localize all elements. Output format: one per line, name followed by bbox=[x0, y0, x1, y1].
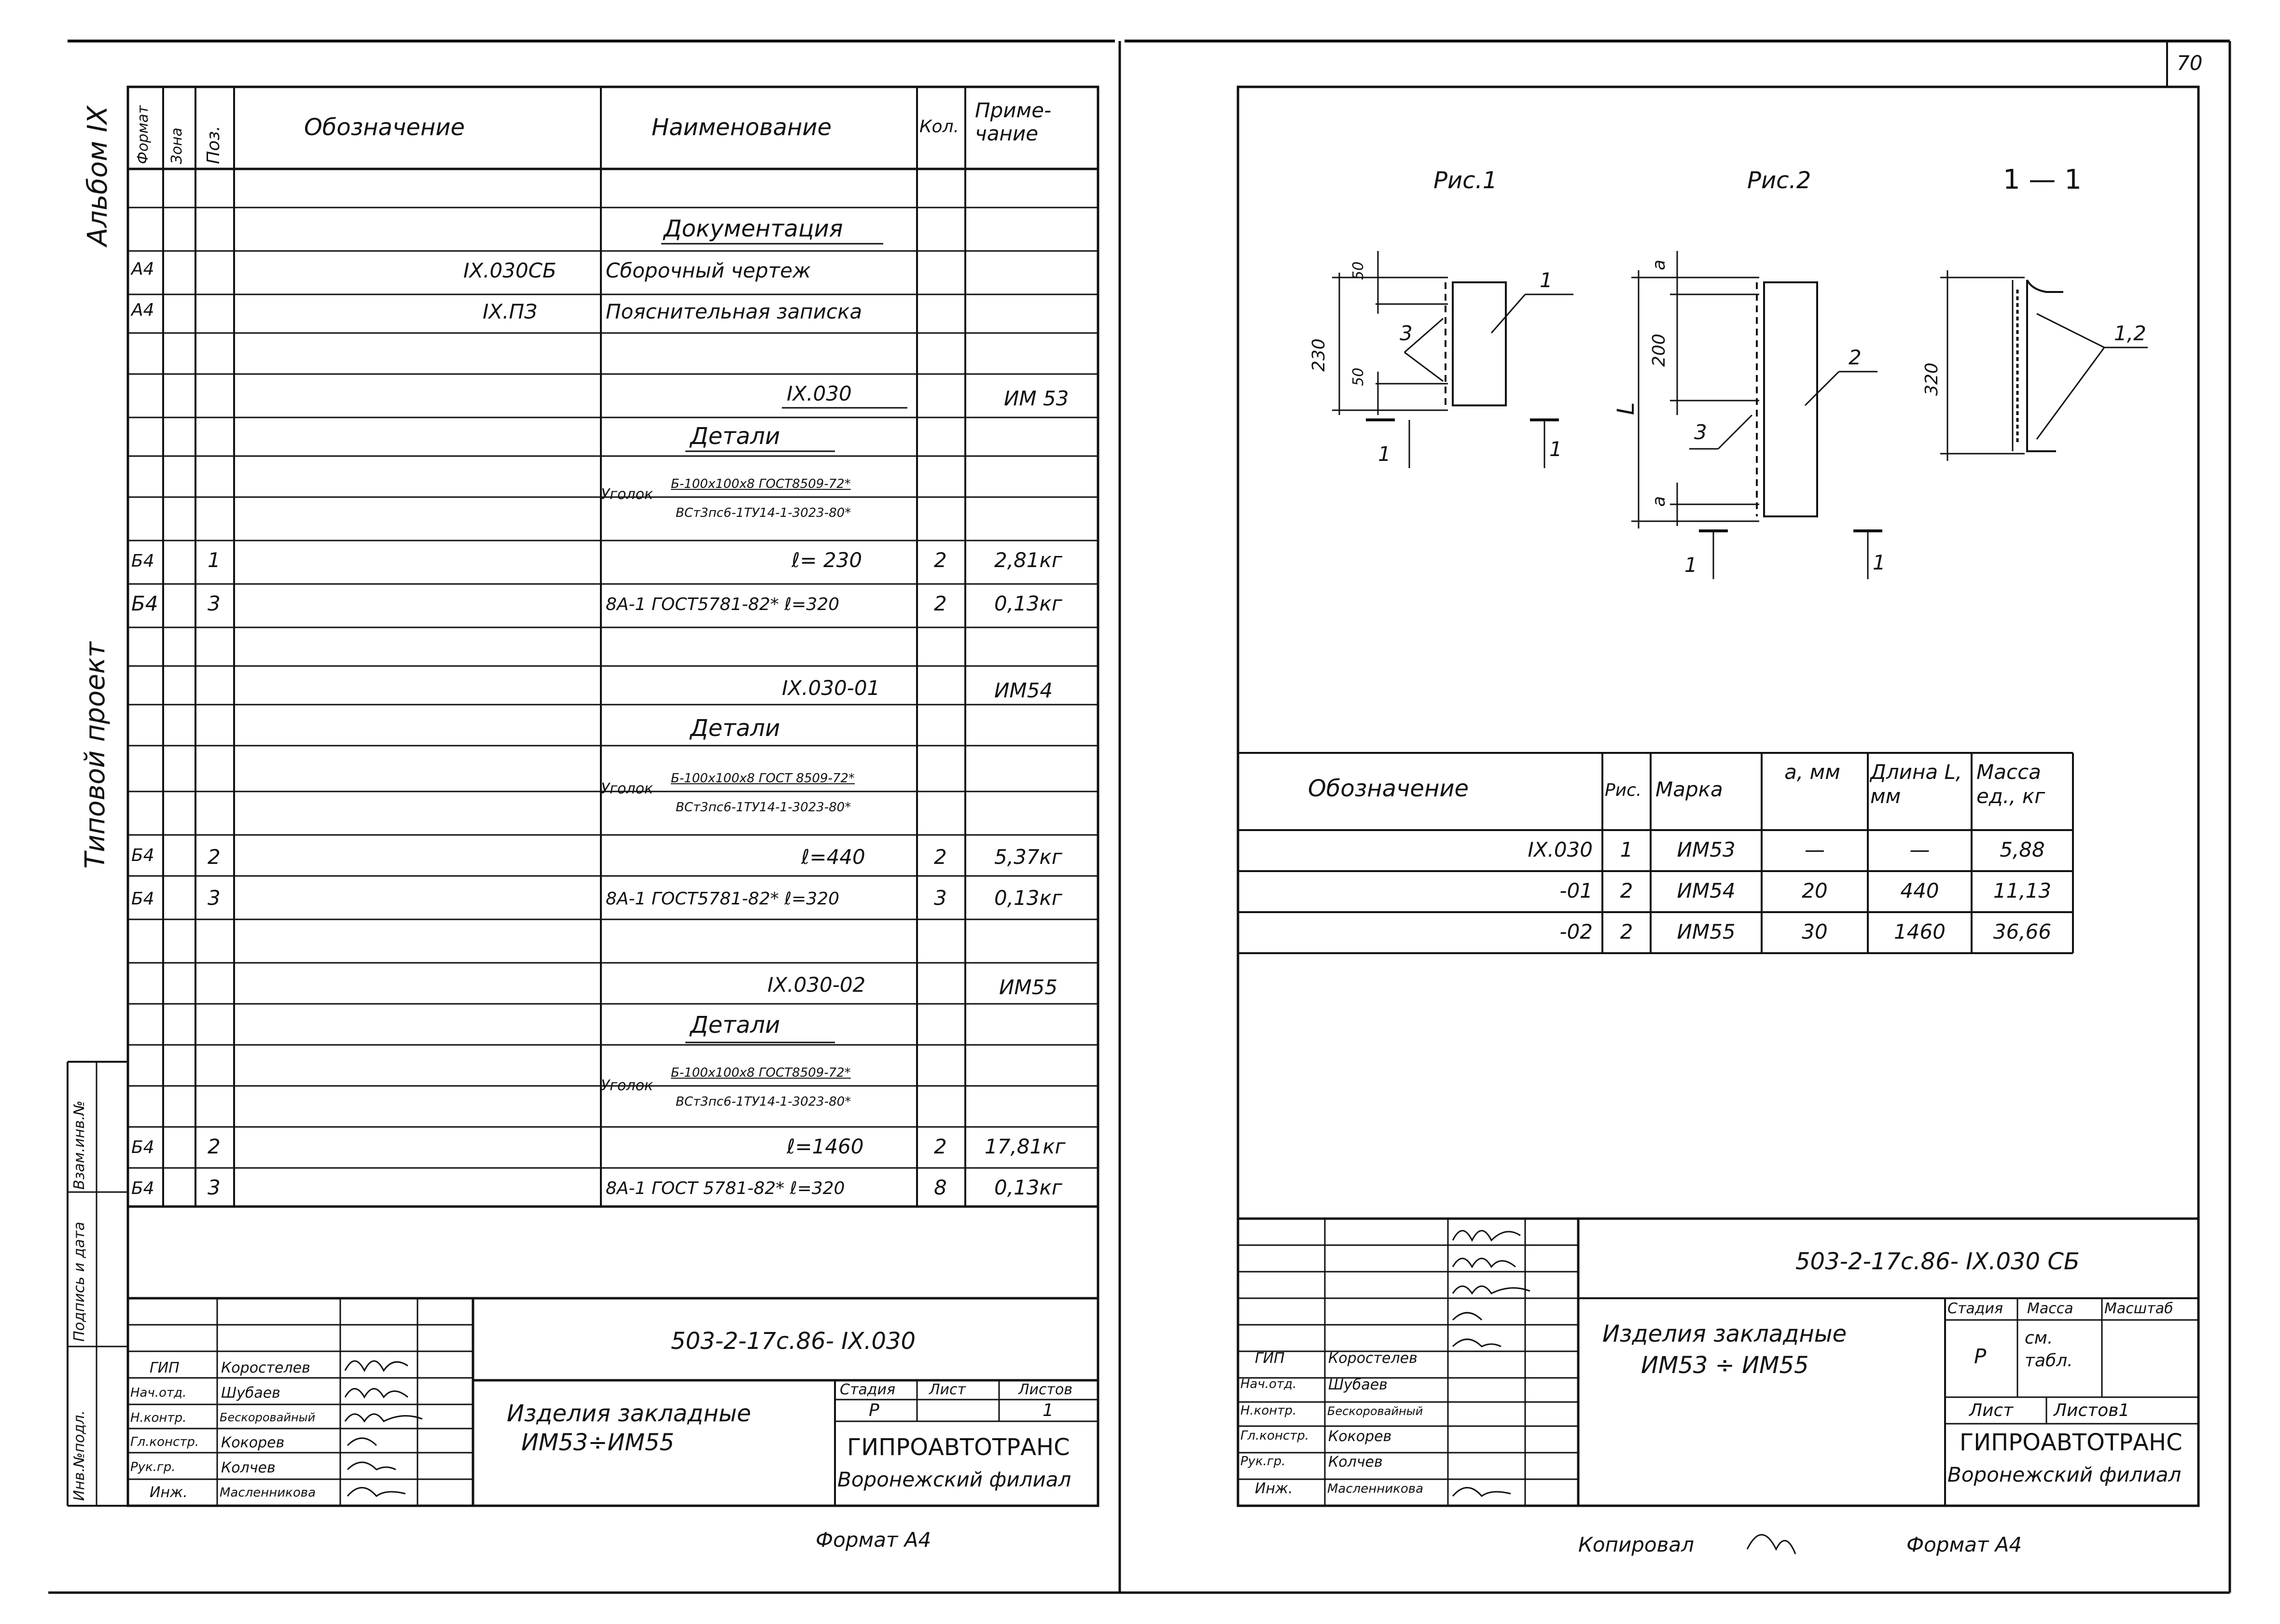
header-zona: Зона bbox=[168, 127, 185, 164]
right-name-1: Шубаев bbox=[1328, 1376, 1388, 1393]
table-row-2-mass: 36,66 bbox=[1993, 920, 2052, 944]
left-stamp-list-h: Лист bbox=[929, 1381, 966, 1398]
fig2-dim-a-top: a bbox=[1649, 259, 1669, 270]
section-title: 1 — 1 bbox=[2003, 164, 2082, 195]
row1-naim: Сборочный чертеж bbox=[606, 259, 811, 282]
g3-r2-kol: 8 bbox=[934, 1176, 947, 1199]
g3-r1-poz: 2 bbox=[208, 1135, 221, 1158]
g1-ugolok-bot: ВСт3пс6-1ТУ14-1-3023-80* bbox=[676, 506, 851, 520]
fig1-dim-top: 50 bbox=[1350, 261, 1367, 280]
right-role-3: Гл.констр. bbox=[1240, 1429, 1309, 1443]
g1-ugolok-top: Б-100х100х8 ГОСТ8509-72* bbox=[671, 477, 851, 491]
table-header-marka: Марка bbox=[1655, 777, 1723, 801]
table-row-2-length: 1460 bbox=[1894, 920, 1946, 944]
right-name-5: Масленникова bbox=[1327, 1482, 1424, 1496]
right-name-0: Коростелев bbox=[1328, 1350, 1418, 1367]
table-header-oboz: Обозначение bbox=[1308, 775, 1469, 802]
right-stamp-code: 503-2-17с.86- IX.030 СБ bbox=[1795, 1248, 2080, 1275]
g1-r1-kol: 2 bbox=[934, 548, 947, 572]
g2-r1-prim: 5,37кг bbox=[994, 845, 1062, 869]
g3-r1-format: Б4 bbox=[131, 1138, 154, 1157]
table-header-ris: Рис. bbox=[1605, 780, 1642, 800]
right-name-3: Кокорев bbox=[1328, 1428, 1392, 1445]
left-name-3: Кокорев bbox=[221, 1434, 285, 1451]
table-header-mass: Масса ед., кг bbox=[1976, 760, 2045, 808]
podpis-label: Подпись и дата bbox=[71, 1221, 88, 1342]
g3-r1-kol: 2 bbox=[934, 1135, 947, 1158]
left-stamp-stadia: Р bbox=[869, 1401, 879, 1420]
table-header-a: a, мм bbox=[1784, 760, 1840, 784]
g3-ugolok-bot: ВСт3пс6-1ТУ14-1-3023-80* bbox=[676, 1095, 851, 1109]
album-label: Альбом IX bbox=[82, 106, 113, 246]
right-stamp-stadia-h: Стадия bbox=[1947, 1300, 2003, 1317]
table-row-0-ris: 1 bbox=[1620, 838, 1633, 861]
g2-r2-poz: 3 bbox=[208, 886, 221, 910]
table-header-length: Длина L, мм bbox=[1870, 760, 1962, 808]
section-dim-320: 320 bbox=[1922, 362, 1942, 396]
left-name-2: Бескоровайный bbox=[220, 1411, 316, 1424]
g3-ugolok-top: Б-100х100х8 ГОСТ8509-72* bbox=[671, 1066, 851, 1080]
fig2-title: Рис.2 bbox=[1747, 167, 1811, 194]
right-role-4: Рук.гр. bbox=[1240, 1454, 1286, 1469]
g1-mark: ИМ 53 bbox=[1004, 387, 1069, 410]
table-row-1-mass: 11,13 bbox=[1993, 879, 2052, 902]
left-role-0: ГИП bbox=[150, 1360, 180, 1376]
g1-r2-kol: 2 bbox=[934, 592, 947, 615]
g1-r1-format: Б4 bbox=[131, 551, 154, 571]
header-prim: Приме-чание bbox=[975, 98, 1052, 146]
left-stamp-org: ГИПРОАВТОТРАНС bbox=[847, 1434, 1070, 1461]
g1-r1-naim: ℓ= 230 bbox=[792, 548, 862, 572]
g1-r2-prim: 0,13кг bbox=[994, 592, 1062, 615]
g3-r1-prim: 17,81кг bbox=[985, 1135, 1066, 1158]
table-row-2-marka: ИМ55 bbox=[1677, 920, 1736, 944]
g2-ugolok-top: Б-100х100х8 ГОСТ 8509-72* bbox=[671, 771, 855, 786]
left-name-5: Масленникова bbox=[220, 1485, 316, 1500]
g1-r1-prim: 2,81кг bbox=[994, 548, 1062, 572]
g2-r2-naim: 8А-1 ГОСТ5781-82* ℓ=320 bbox=[606, 889, 839, 909]
section-callout: 1,2 bbox=[2114, 321, 2146, 345]
table-row-0-marka: ИМ53 bbox=[1677, 838, 1736, 861]
left-name-0: Коростелев bbox=[221, 1360, 310, 1376]
header-naim: Наименование bbox=[652, 114, 832, 141]
fig1-section-left: 1 bbox=[1378, 442, 1391, 466]
right-stamp-massa-h: Масса bbox=[2027, 1300, 2073, 1317]
left-stamp-branch: Воронежский филиал bbox=[837, 1468, 1071, 1491]
header-oboz: Обозначение bbox=[304, 114, 465, 141]
g2-r1-poz: 2 bbox=[208, 845, 221, 869]
right-stamp-title: Изделия закладные bbox=[1602, 1320, 1847, 1347]
fig2-callout-2: 2 bbox=[1849, 346, 1862, 369]
right-stamp-massa: см. табл. bbox=[2025, 1328, 2073, 1371]
g2-r2-kol: 3 bbox=[934, 886, 947, 910]
g3-r2-prim: 0,13кг bbox=[994, 1176, 1062, 1199]
fig2-section-left: 1 bbox=[1684, 553, 1697, 577]
right-stamp-org: ГИПРОАВТОТРАНС bbox=[1960, 1429, 2183, 1456]
header-poz: Поз. bbox=[204, 125, 223, 164]
g1-code: IX.030 bbox=[787, 382, 852, 405]
right-role-2: Н.контр. bbox=[1240, 1403, 1297, 1418]
row2-naim: Пояснительная записка bbox=[606, 300, 862, 323]
right-stamp-listov-label: Листов1 bbox=[2054, 1401, 2130, 1420]
table-row-0-mass: 5,88 bbox=[2000, 838, 2045, 861]
g3-r2-naim: 8А-1 ГОСТ 5781-82* ℓ=320 bbox=[606, 1179, 845, 1198]
g2-r2-format: Б4 bbox=[131, 889, 154, 909]
page-number: 70 bbox=[2177, 51, 2203, 75]
g1-details: Детали bbox=[690, 423, 780, 450]
g3-code: IX.030-02 bbox=[767, 973, 866, 997]
table-row-0-oboz: IX.030 bbox=[1528, 838, 1593, 861]
fig2-dim-l: L bbox=[1613, 402, 1640, 415]
g1-r2-poz: 3 bbox=[208, 592, 221, 615]
copied-label: Копировал bbox=[1578, 1533, 1694, 1556]
right-format-label: Формат А4 bbox=[1906, 1533, 2022, 1556]
table-row-1-length: 440 bbox=[1900, 879, 1939, 902]
row2-format: А4 bbox=[131, 300, 154, 320]
fig1-dim-bot: 50 bbox=[1350, 367, 1367, 386]
g3-mark: ИМ55 bbox=[999, 975, 1058, 999]
left-role-3: Гл.констр. bbox=[130, 1435, 199, 1449]
g1-r1-poz: 1 bbox=[208, 548, 221, 572]
g2-code: IX.030-01 bbox=[782, 676, 880, 700]
g3-r2-poz: 3 bbox=[208, 1176, 221, 1199]
left-format-label: Формат А4 bbox=[816, 1528, 931, 1552]
table-row-0-length: — bbox=[1909, 838, 1930, 861]
fig1-section-right: 1 bbox=[1549, 437, 1562, 461]
header-format: Формат bbox=[135, 105, 152, 164]
table-row-1-marka: ИМ54 bbox=[1677, 879, 1736, 902]
left-name-4: Колчев bbox=[221, 1459, 276, 1476]
vzam-label: Взам.инв.№ bbox=[71, 1100, 88, 1190]
table-row-1-oboz: -01 bbox=[1559, 879, 1593, 902]
g2-details: Детали bbox=[690, 715, 780, 742]
project-label: Типовой проект bbox=[80, 641, 111, 869]
inv-podl-label: Инв.№подл. bbox=[71, 1410, 88, 1501]
right-stamp-stadia: Р bbox=[1974, 1345, 1987, 1368]
g1-r2-format: Б4 bbox=[131, 592, 158, 615]
fig1-dim-total: 230 bbox=[1309, 338, 1329, 372]
left-stamp-listov-h: Листов bbox=[1018, 1381, 1073, 1398]
g2-r2-prim: 0,13кг bbox=[994, 886, 1062, 910]
left-name-1: Шубаев bbox=[221, 1385, 280, 1402]
left-stamp-code: 503-2-17с.86- IX.030 bbox=[671, 1328, 916, 1355]
right-stamp-branch: Воронежский филиал bbox=[1947, 1463, 2182, 1486]
right-role-5: Инж. bbox=[1255, 1480, 1293, 1497]
row2-oboz: IX.ПЗ bbox=[483, 300, 538, 323]
section-documentation: Документация bbox=[664, 215, 843, 242]
table-row-2-oboz: -02 bbox=[1559, 920, 1593, 944]
g1-r2-naim: 8А-1 ГОСТ5781-82* ℓ=320 bbox=[606, 595, 839, 614]
right-name-4: Колчев bbox=[1328, 1454, 1383, 1471]
table-row-2-ris: 2 bbox=[1620, 920, 1633, 944]
row1-format: А4 bbox=[131, 259, 154, 279]
fig1-title: Рис.1 bbox=[1433, 167, 1498, 194]
right-stamp-subtitle: ИМ53 ÷ ИМ55 bbox=[1641, 1352, 1809, 1379]
g2-r1-format: Б4 bbox=[131, 846, 154, 865]
table-row-0-a: — bbox=[1805, 838, 1825, 861]
table-row-1-ris: 2 bbox=[1620, 879, 1633, 902]
g2-mark: ИМ54 bbox=[994, 679, 1053, 702]
fig2-callout-3: 3 bbox=[1694, 420, 1707, 444]
left-stamp-listov: 1 bbox=[1043, 1401, 1054, 1420]
fig2-dim-200: 200 bbox=[1649, 333, 1669, 367]
right-stamp-list-label: Лист bbox=[1969, 1401, 2014, 1420]
right-name-2: Бескоровайный bbox=[1327, 1404, 1423, 1418]
right-role-0: ГИП bbox=[1255, 1350, 1285, 1367]
right-role-1: Нач.отд. bbox=[1240, 1377, 1297, 1391]
fig2-section-right: 1 bbox=[1873, 551, 1886, 574]
fig1-callout-3: 3 bbox=[1400, 321, 1413, 345]
table-row-2-a: 30 bbox=[1802, 920, 1828, 944]
left-role-5: Инж. bbox=[150, 1484, 188, 1501]
g3-r2-format: Б4 bbox=[131, 1179, 154, 1198]
g1-ugolok: Уголок bbox=[601, 486, 653, 503]
left-role-2: Н.контр. bbox=[130, 1411, 187, 1425]
row1-oboz: IX.030СБ bbox=[463, 259, 556, 282]
left-stamp-stadia-h: Стадия bbox=[840, 1381, 896, 1398]
g2-ugolok: Уголок bbox=[601, 780, 653, 797]
right-stamp-masshtab-h: Масштаб bbox=[2104, 1300, 2173, 1317]
g3-r1-naim: ℓ=1460 bbox=[787, 1135, 864, 1158]
g3-ugolok: Уголок bbox=[601, 1077, 653, 1094]
fig2-dim-a-bot: a bbox=[1649, 496, 1669, 507]
fig1-callout-1: 1 bbox=[1540, 268, 1553, 292]
left-role-4: Рук.гр. bbox=[130, 1460, 176, 1474]
left-role-1: Нач.отд. bbox=[130, 1386, 187, 1400]
g2-r1-naim: ℓ=440 bbox=[801, 845, 865, 869]
header-kol: Кол. bbox=[919, 117, 959, 137]
g2-ugolok-bot: ВСт3пс6-1ТУ14-1-3023-80* bbox=[676, 800, 851, 815]
g3-details: Детали bbox=[690, 1012, 780, 1039]
g2-r1-kol: 2 bbox=[934, 845, 947, 869]
left-stamp-subtitle: ИМ53÷ИМ55 bbox=[521, 1429, 675, 1456]
table-row-1-a: 20 bbox=[1802, 879, 1828, 902]
left-stamp-title: Изделия закладные bbox=[507, 1400, 751, 1427]
